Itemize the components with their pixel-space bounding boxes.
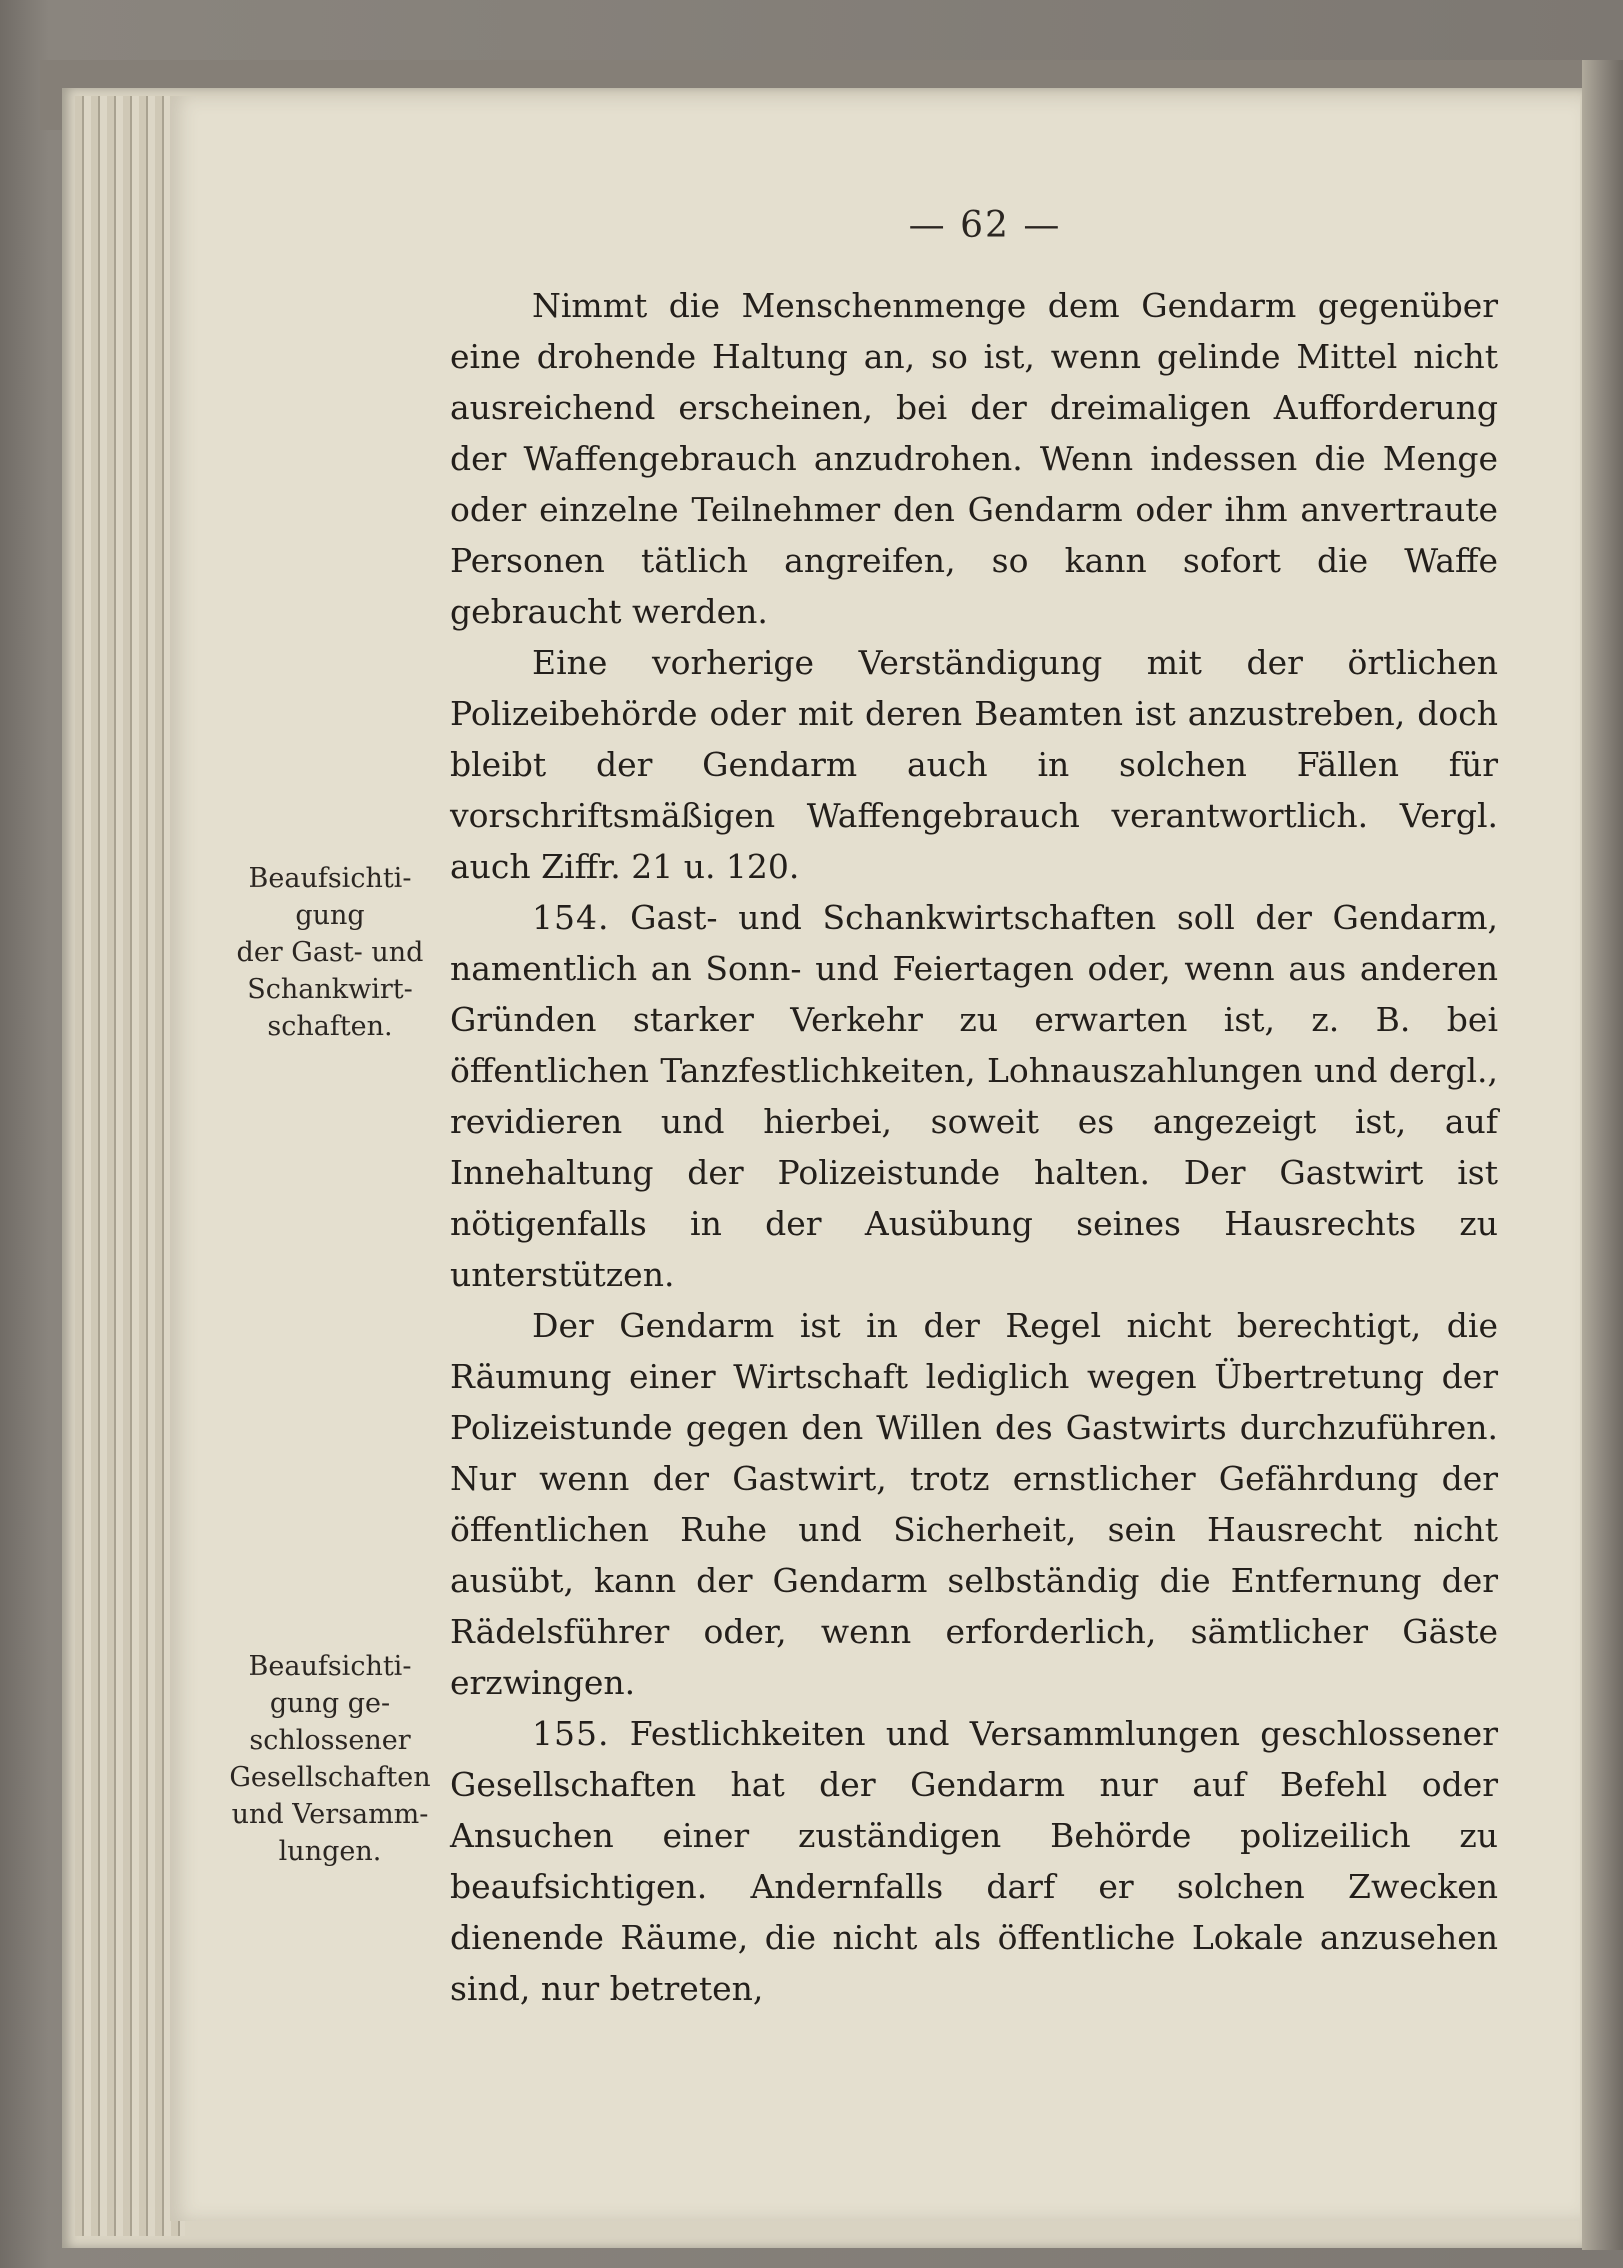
book-gutter [1582, 60, 1623, 2250]
paragraph-text: Eine vorherige Verständigung mit der örtlichen Polizeibehörde oder mit deren Beamten ist anzustreben, doch bleibt der Gendarm auch in solchen Fällen für vorschriftsmäßigen Waffengebrauch verantwortlich. Vergl. auch Ziffr. 21 u. 120. [450, 643, 1498, 886]
page-edges [75, 96, 185, 2236]
paragraph [450, 637, 1498, 892]
margin-note-versammlungen [225, 1648, 435, 1870]
margin-note-line: Gesellschaften [229, 1762, 431, 1793]
paragraph [450, 1300, 1498, 1708]
margin-note-gastwirtschaften [225, 860, 435, 1045]
margin-note-line: schaften. [267, 1011, 393, 1042]
paragraph [450, 280, 1498, 637]
body-text [450, 280, 1498, 2014]
section-number: 154. [532, 898, 610, 937]
margin-note-line: der Gast- und [236, 937, 424, 968]
margin-note-line: und Versamm- [231, 1799, 429, 1830]
paragraph-text: Nimmt die Menschenmenge dem Gendarm gegenüber eine drohende Haltung an, so ist, wenn gelinde Mittel nicht ausreichend erscheinen, bei der dreimaligen Aufforderung der Waffengebrauch anzudrohen. Wenn indessen die Menge oder einzelne Teilnehmer den Gendarm oder ihm anvertraute Personen tätlich angreifen, so kann sofort die Waffe gebraucht werden. [450, 286, 1498, 631]
margin-note-line: Beaufsichti- [248, 1651, 412, 1682]
paragraph-text: Festlichkeiten und Versammlungen geschlossener Gesellschaften hat der Gendarm nur auf Befehl oder Ansuchen einer zuständigen Behörde polizeilich zu beaufsichtigen. Andernfalls darf er solchen Zwecken dienende Räume, die nicht als öffentliche Lokale anzusehen sind, nur betreten, [450, 1714, 1498, 2008]
margin-note-line: lungen. [278, 1836, 382, 1867]
page-number: — 62 — [908, 205, 1062, 246]
margin-note-line: gung ge- [269, 1688, 391, 1719]
margin-note-line: schlossener [249, 1725, 411, 1756]
margin-note-line: Schankwirt- [247, 974, 413, 1005]
margin-note-line: Beaufsichti- [248, 863, 412, 894]
section-154 [450, 892, 1498, 1300]
margin-note-line: gung [295, 900, 365, 931]
paragraph-text: Der Gendarm ist in der Regel nicht berechtigt, die Räumung einer Wirtschaft lediglich wegen Übertretung der Polizeistunde gegen den Willen des Gastwirts durchzuführen. Nur wenn der Gastwirt, trotz ernstlicher Gefährdung der öffentlichen Ruhe und Sicherheit, sein Hausrecht nicht ausübt, kann der Gendarm selbständig die Entfernung der Rädelsführer oder, wenn erforderlich, sämtlicher Gäste erzwingen. [450, 1306, 1498, 1702]
paragraph-text: Gast- und Schankwirtschaften soll der Gendarm, namentlich an Sonn- und Feiertagen oder, wenn aus anderen Gründen starker Verkehr zu erwarten ist, z. B. bei öffentlichen Tanzfestlichkeiten, Lohnauszahlungen und dergl., revidieren und hierbei, soweit es angezeigt ist, auf Innehaltung der Polizeistunde halten. Der Gastwirt ist nötigenfalls in der Ausübung seines Hausrechts zu unterstützen. [450, 898, 1498, 1294]
section-number: 155. [532, 1714, 610, 1753]
section-155 [450, 1708, 1498, 2014]
